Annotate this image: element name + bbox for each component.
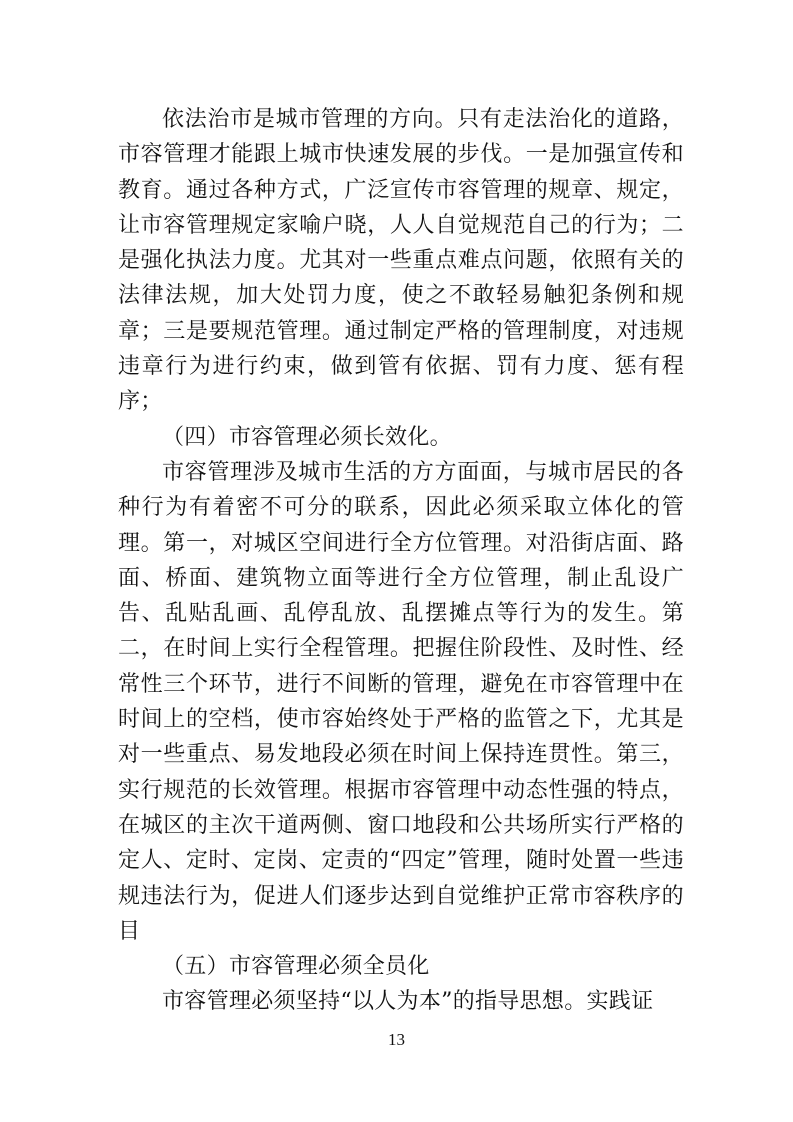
section-heading-5: （五）市容管理必须全员化 xyxy=(162,954,430,980)
paragraph-rule-of-law: 依法治市是城市管理的方向。只有走法治化的道路，市容管理才能跟上城市快速发展的步伐。一是加强宣传和教育。通过各种方式，广泛宣传市容管理的规章、规定，让市容管理规定家喻户晓，人人自觉规范自己的行为；二是强化执法力度。尤其对一些重点难点问题，依照有关的法律法规，加大处罚力度，使之不敢轻易触犯条例和规章；三是要规范管理。通过制定严格的管理制度，对违规违章行为进行约束，做到管有依据、罚有力度、惩有程序； xyxy=(118,107,684,415)
paragraph-long-term-management: 市容管理涉及城市生活的方方面面，与城市居民的各种行为有着密不可分的联系，因此必须采取立体化的管理。第一，对城区空间进行全方位管理。对沿街店面、路面、桥面、建筑物立面等进行全方位管理，制止乱设广告、乱贴乱画、乱停乱放、乱摆摊点等行为的发生。第二，在时间上实行全程管理。把握住阶段性、及时性、经常性三个环节，进行不间断的管理，避免在市容管理中在时间上的空档，使市容始终处于严格的监管之下，尤其是对一些重点、易发地段必须在时间上保持连贯性。第三，实行规范的长效管理。根据市容管理中动态性强的特点，在城区的主次干道两侧、窗口地段和公共场所实行严格的定人、定时、定岗、定责的“四定”管理，随时处置一些违规违法行为，促进人们逐步达到自觉维护正常市容秩序的目 xyxy=(118,459,684,944)
body-text xyxy=(118,102,684,1020)
section-heading-4: （四）市容管理必须长效化。 xyxy=(162,424,452,450)
page-number: 13 xyxy=(388,1030,405,1049)
paragraph-people-oriented: 市容管理必须坚持“以人为本”的指导思想。实践证 xyxy=(162,989,654,1015)
